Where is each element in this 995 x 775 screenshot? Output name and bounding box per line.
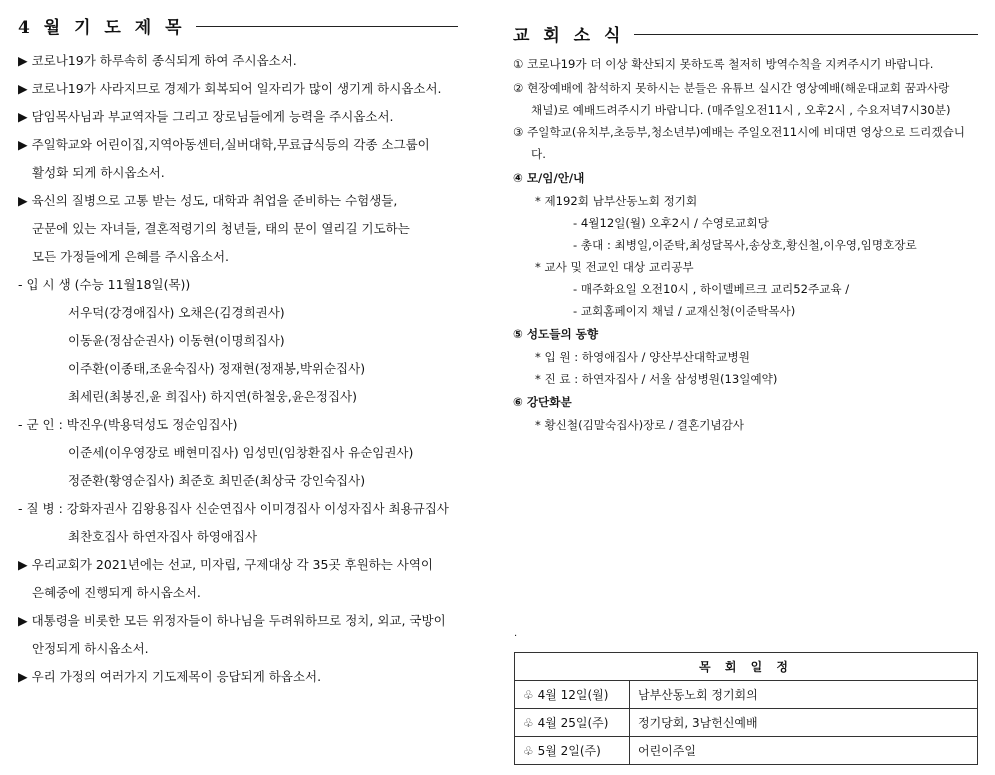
name-line: 최세린(최봉진,윤 희집사) 하지연(하철웅,윤은정집사) bbox=[68, 389, 357, 404]
name-line: 이주환(이종태,조윤숙집사) 정재현(정재봉,박위순집사) bbox=[68, 361, 366, 376]
news-item: ② 현장예배에 참석하지 못하시는 분들은 유튜브 실시간 영상예배(해운대교회 꿈과사랑 bbox=[513, 81, 950, 95]
schedule-date: ♧ 5월 2일(주) bbox=[515, 737, 630, 765]
prayer-line: 안정되게 하시옵소서. bbox=[32, 641, 149, 656]
name-line: 이준세(이우영장로 배현미집사) 임성민(임창환집사 유순임권사) bbox=[68, 445, 414, 460]
prayer-topics-header bbox=[18, 12, 458, 38]
schedule-event: 어린이주일 bbox=[630, 737, 978, 765]
news-item: 채널)로 예배드려주시기 바랍니다. (매주일오전11시 , 오후2시 , 수요저녁7시30분) bbox=[531, 103, 951, 117]
schedule-event: 정기당회, 3남헌신예배 bbox=[630, 709, 978, 737]
meetings-heading: ④ 모/임/안/내 bbox=[513, 171, 585, 185]
schedule-table bbox=[514, 652, 978, 765]
news-item: * 교사 및 전교인 대상 교리공부 bbox=[535, 260, 694, 274]
news-item: * 진 료 : 하연자집사 / 서울 삼성병원(13일예약) bbox=[535, 372, 778, 386]
news-item: 다. bbox=[531, 147, 546, 161]
news-item: * 제192회 남부산동노회 정기회 bbox=[535, 194, 698, 208]
prayer-line: 은혜중에 진행되게 하시옵소서. bbox=[32, 585, 201, 600]
prayer-line: 활성화 되게 하시옵소서. bbox=[32, 165, 165, 180]
news-item: * 입 원 : 하영애집사 / 양산부산대학교병원 bbox=[535, 350, 750, 364]
heading-rule bbox=[196, 26, 458, 27]
table-row bbox=[515, 681, 978, 709]
news-item: * 황신철(김말숙집사)장로 / 결혼기념감사 bbox=[535, 418, 744, 432]
news-item: - 총대 : 최병일,이준탁,최성달목사,송상호,황신철,이우영,임명호장로 bbox=[573, 238, 917, 252]
prayer-line: ▶ 코로나19가 사라지므로 경제가 회복되어 일자리가 많이 생기게 하시옵소서. bbox=[18, 81, 442, 96]
name-line: 서우덕(강경애집사) 오채은(김경희권사) bbox=[68, 305, 285, 320]
news-item: - 매주화요일 오전10시 , 하이델베르크 교리52주교육 / bbox=[573, 282, 850, 296]
prayer-line: ▶ 육신의 질병으로 고통 받는 성도, 대학과 취업을 준비하는 수험생들, bbox=[18, 193, 398, 208]
altar-flowers-heading: ⑥ 강단화분 bbox=[513, 395, 572, 409]
schedule-date: ♧ 4월 25일(주) bbox=[515, 709, 630, 737]
schedule-title: 목 회 일 정 bbox=[515, 653, 978, 681]
prayer-line: ▶ 담임목사님과 부교역자들 그리고 장로님들에게 능력을 주시옵소서. bbox=[18, 109, 394, 124]
soldiers-label: - 군 인 : 박진우(박용덕성도 정순임집사) bbox=[18, 417, 238, 432]
stray-dot: . bbox=[514, 628, 518, 639]
news-item: ① 코로나19가 더 이상 확산되지 못하도록 철저히 방역수칙을 지켜주시기 바랍니다. bbox=[513, 57, 934, 71]
members-news-heading: ⑤ 성도들의 동향 bbox=[513, 327, 599, 341]
church-news-title: 교 회 소 식 bbox=[513, 25, 625, 46]
illness-label: - 질 병 : 강화자권사 김왕용집사 신순연집사 이미경집사 이성자집사 최용규집사 bbox=[18, 501, 449, 516]
prayer-line: ▶ 우리교회가 2021년에는 선교, 미자립, 구제대상 각 35곳 후원하는 사역이 bbox=[18, 557, 433, 572]
church-news-header bbox=[513, 20, 978, 46]
heading-rule bbox=[634, 34, 978, 35]
prayer-line: ▶ 코로나19가 하루속히 종식되게 하여 주시옵소서. bbox=[18, 53, 297, 68]
news-item: ③ 주일학교(유치부,초등부,청소년부)예배는 주일오전11시에 비대면 영상으로 드리겠습니 bbox=[513, 125, 965, 139]
prayer-line: ▶ 주일학교와 어린이집,지역아동센터,실버대학,무료급식등의 각종 소그룹이 bbox=[18, 137, 430, 152]
prayer-line: ▶ 대통령을 비롯한 모든 위정자들이 하나님을 두려워하므로 정치, 외교, 국방이 bbox=[18, 613, 446, 628]
name-line: 최찬호집사 하연자집사 하영애집사 bbox=[68, 529, 258, 544]
prayer-line: 모든 가정들에게 은혜를 주시옵소서. bbox=[32, 249, 230, 264]
prayer-line: 군문에 있는 자녀들, 결혼적령기의 청년들, 태의 문이 열리길 기도하는 bbox=[32, 221, 410, 236]
news-item: - 4월12일(월) 오후2시 / 수영로교회당 bbox=[573, 216, 769, 230]
prayer-topics-title: 4 월 기 도 제 목 bbox=[18, 17, 186, 38]
table-row bbox=[515, 737, 978, 765]
schedule-date: ♧ 4월 12일(월) bbox=[515, 681, 630, 709]
name-line: 정준환(황영순집사) 최준호 최민준(최상국 강인숙집사) bbox=[68, 473, 366, 488]
prayer-line: ▶ 우리 가정의 여러가지 기도제목이 응답되게 하옵소서. bbox=[18, 669, 322, 684]
table-row bbox=[515, 709, 978, 737]
exam-students-label: - 입 시 생 (수능 11월18일(목)) bbox=[18, 277, 191, 292]
news-item: - 교회홈페이지 채널 / 교재신청(이준탁목사) bbox=[573, 304, 796, 318]
schedule-event: 남부산동노회 정기회의 bbox=[630, 681, 978, 709]
name-line: 이동윤(정삼순권사) 이동현(이명희집사) bbox=[68, 333, 285, 348]
